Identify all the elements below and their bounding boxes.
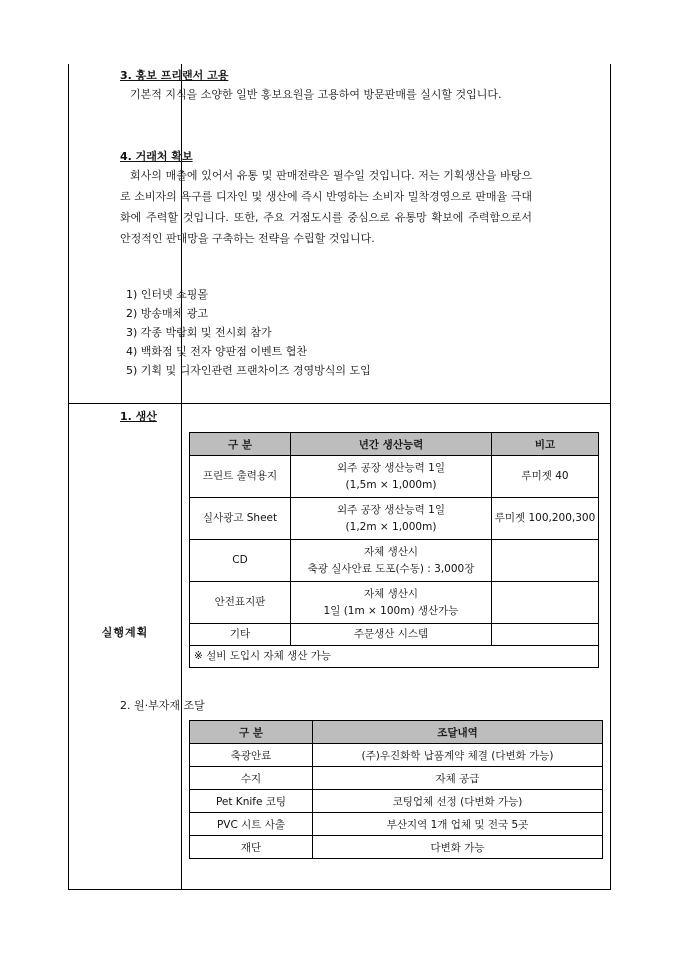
table-row [190, 498, 599, 540]
promo-heading: 3. 홍보 프리랜서 고용 [120, 69, 229, 82]
row-label-execution-plan: 실행계획 [101, 626, 149, 639]
table-cell: 코팅업체 선정 (다변화 가능) [313, 790, 603, 813]
table-row [190, 582, 599, 624]
table-cell [291, 456, 492, 498]
table-cell: 다변화 가능 [313, 836, 603, 859]
promo-text: 기본적 지식을 소양한 일반 홍보요원을 고용하여 방문판매를 실시할 것입니다. [130, 88, 502, 101]
table-row [190, 767, 603, 790]
table-cell [291, 582, 492, 624]
table-cell: Pet Knife 코팅 [190, 790, 313, 813]
table-row [190, 836, 603, 859]
table-cell [492, 582, 599, 624]
cell-line: 외주 공장 생산능력 1일 [337, 461, 445, 474]
production-heading-wrap [120, 408, 157, 425]
table-cell [291, 498, 492, 540]
partners-text: 회사의 매출에 있어서 유통 및 판매전략은 필수일 것입니다. 저는 기획생산을 바탕으로 소비자의 욕구를 디자인 및 생산에 즉시 반영하는 소비자 밀착경영으로 판매율 극대화에 주력할 것입니다. 또한, 주요 거점도시를 중심으로 유통망 확보에 주력함으로서 안정적인 판매망을 구축하는 전략을 수립할 것입니다. [120, 169, 532, 245]
table-header: 년간 생산능력 [291, 433, 492, 456]
table-row [190, 813, 603, 836]
materials-table [189, 720, 603, 859]
materials-heading: 2. 원·부자재 조달 [120, 699, 205, 712]
table-cell [492, 540, 599, 582]
table-row [190, 646, 599, 668]
partners-list [120, 285, 371, 380]
table-cell: 루미젯 100,200,300 [492, 498, 599, 540]
cell-line: 축광 실사안료 도포(수동) : 3,000장 [307, 562, 475, 575]
table-header: 구 분 [190, 433, 291, 456]
cell-line: 외주 공장 생산능력 1일 [337, 503, 445, 516]
materials-heading-wrap [120, 697, 205, 714]
partners-section [120, 148, 532, 249]
table-cell [291, 540, 492, 582]
row-divider [69, 403, 610, 404]
table-row [190, 790, 603, 813]
table-row [190, 624, 599, 646]
table-cell: 루미젯 40 [492, 456, 599, 498]
table-header: 구 분 [190, 721, 313, 744]
promo-section [120, 67, 532, 105]
table-cell: 축광안료 [190, 744, 313, 767]
table-note: ※ 설비 도입시 자체 생산 가능 [190, 646, 599, 668]
cell-line: 자체 생산시 [363, 587, 419, 600]
table-row [190, 456, 599, 498]
table-cell: 재단 [190, 836, 313, 859]
cell-line: (1,2m × 1,000m) [345, 520, 437, 533]
production-table [189, 432, 599, 668]
table-row [190, 744, 603, 767]
partners-heading: 4. 거래처 확보 [120, 150, 193, 163]
table-cell: 실사광고 Sheet [190, 498, 291, 540]
table-cell: 주문생산 시스템 [291, 624, 492, 646]
list-item: 5) 기획 및 디자인관련 프랜차이즈 경영방식의 도입 [126, 364, 371, 377]
table-cell: 부산지역 1개 업체 및 전국 5곳 [313, 813, 603, 836]
cell-line: 자체 생산시 [363, 545, 419, 558]
table-cell: CD [190, 540, 291, 582]
table-cell [492, 624, 599, 646]
production-heading: 1. 생산 [120, 410, 157, 423]
table-cell: 프린트 출력용지 [190, 456, 291, 498]
table-cell: 기타 [190, 624, 291, 646]
table-header: 비고 [492, 433, 599, 456]
list-item: 1) 인터넷 쇼핑몰 [126, 288, 209, 301]
table-row [190, 540, 599, 582]
list-item: 3) 각종 박람회 및 전시회 참가 [126, 326, 272, 339]
table-cell: 수지 [190, 767, 313, 790]
table-cell: 자체 공급 [313, 767, 603, 790]
cell-line: 1일 (1m × 100m) 생산가능 [323, 604, 459, 617]
list-item: 4) 백화점 및 전자 양판점 이벤트 협찬 [126, 345, 308, 358]
table-cell: 안전표지판 [190, 582, 291, 624]
list-item: 2) 방송매체 광고 [126, 307, 209, 320]
cell-line: (1,5m × 1,000m) [345, 478, 437, 491]
table-header: 조달내역 [313, 721, 603, 744]
table-cell: PVC 시트 사출 [190, 813, 313, 836]
table-cell: (주)우진화학 납품계약 체결 (다변화 가능) [313, 744, 603, 767]
